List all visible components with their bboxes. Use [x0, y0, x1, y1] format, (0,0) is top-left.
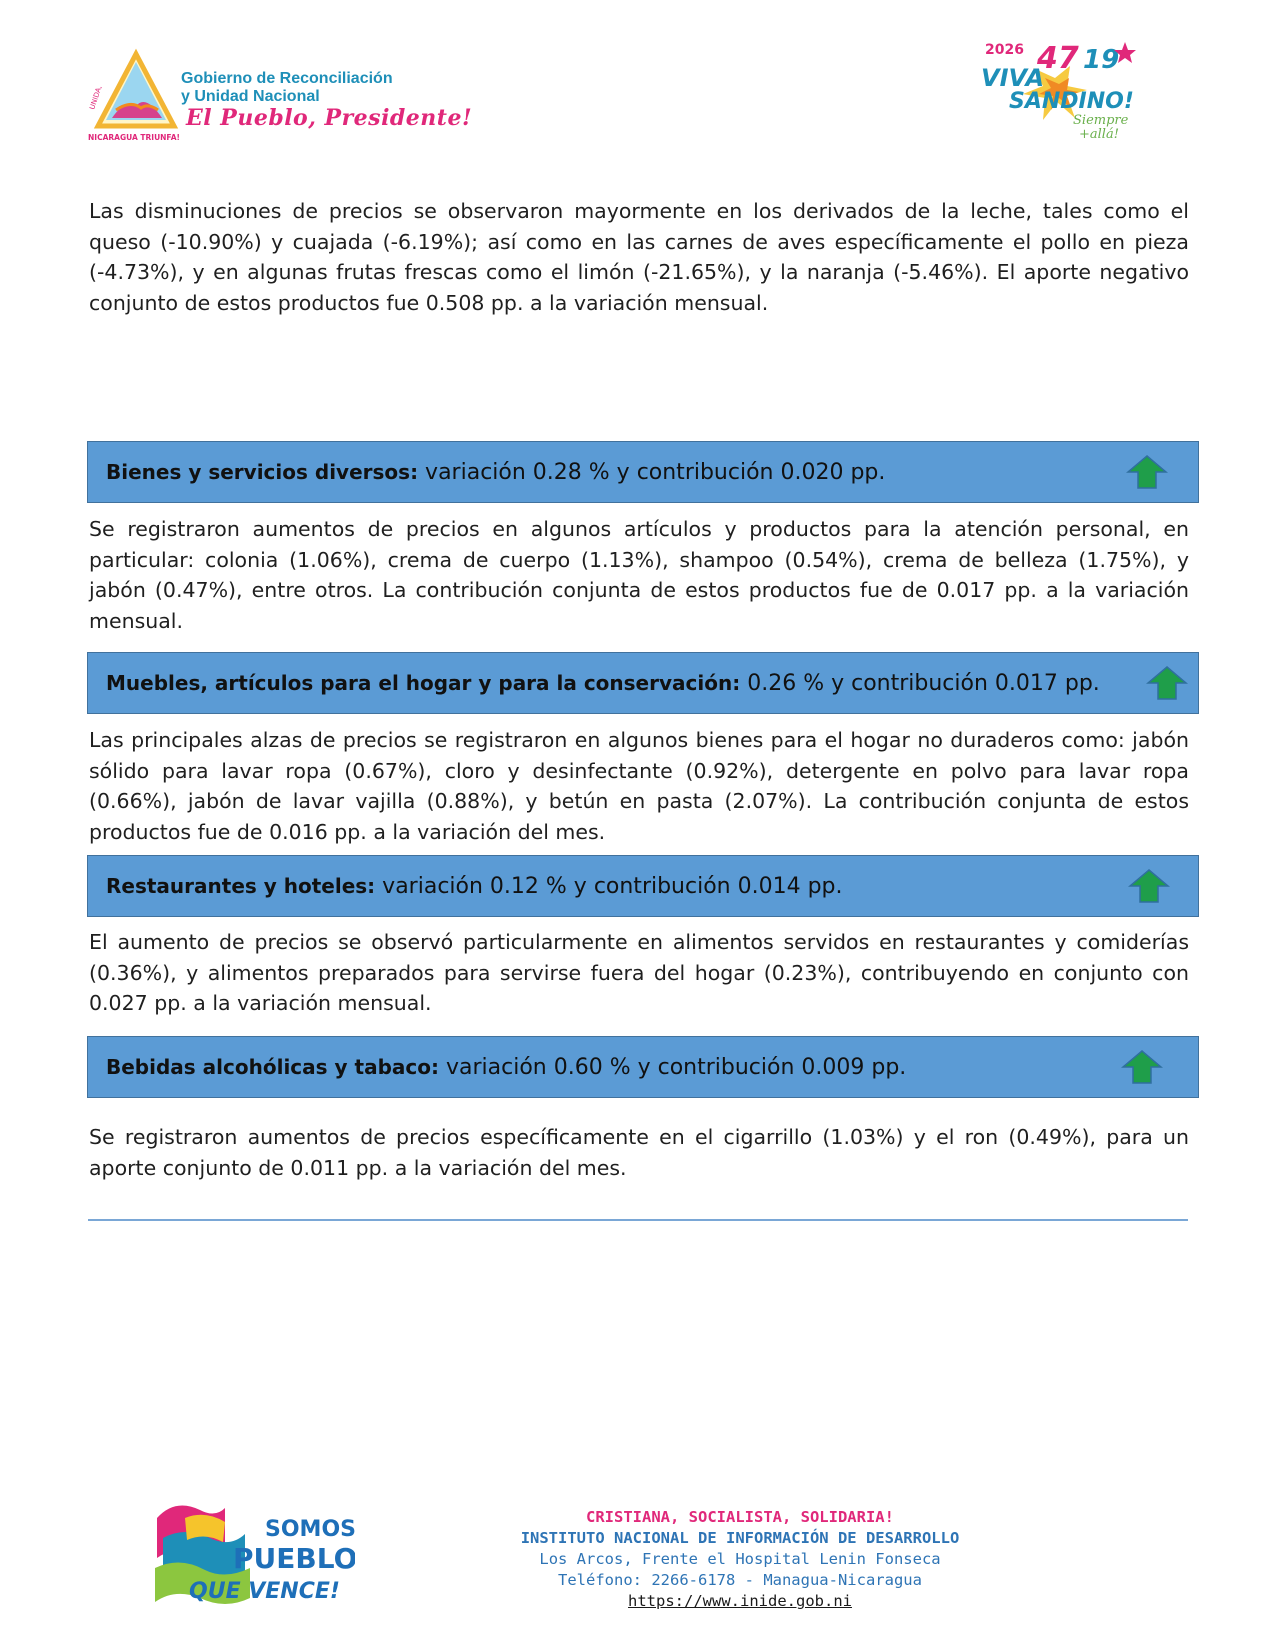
up-arrow-icon	[1146, 665, 1188, 701]
gov-slogan: El Pueblo, Presidente!	[186, 105, 473, 131]
campaign-logo-graphic	[975, 28, 1175, 143]
section-body-restaurantes-hoteles: El aumento de precios se observó particularmente en alimentos servidos en restaurantes y comiderías (0.36%), y alimentos preparados para servirse fuera del hogar (0.23%), contribuyendo en conjunto con 0.027 pp. a la variación mensual.	[89, 930, 1189, 1015]
section-title: Muebles, artículos para el hogar y para la conservación:	[106, 670, 741, 695]
svg-text:VIVA: VIVA	[981, 64, 1045, 92]
up-arrow-icon	[1121, 1049, 1163, 1085]
section-summary: variación 0.12 % y contribución 0.014 pp.	[375, 873, 843, 899]
section-title: Bebidas alcohólicas y tabaco:	[106, 1054, 439, 1079]
government-emblem-icon	[86, 48, 186, 148]
section-body-bebidas-tabaco: Se registraron aumentos de precios específicamente en el cigarrillo (1.03%) y el ron (0.49%), para un aporte conjunto de 0.011 pp. a la variación del mes.	[89, 1125, 1189, 1180]
section-bar-bebidas-tabaco	[87, 1036, 1199, 1098]
section-summary: 0.26 % y contribución 0.017 pp.	[740, 670, 1100, 696]
svg-text:QUE VENCE!: QUE VENCE!	[189, 1579, 340, 1604]
svg-text:2026: 2026	[985, 42, 1024, 58]
section-summary: variación 0.28 % y contribución 0.020 pp.	[418, 459, 886, 485]
svg-text:SOMOS: SOMOS	[265, 1517, 355, 1542]
footer-url-link[interactable]: https://www.inide.gob.ni	[628, 1592, 852, 1610]
section-summary: variación 0.60 % y contribución 0.009 pp.	[438, 1054, 907, 1080]
svg-text:+allá!: +allá!	[1079, 127, 1119, 142]
somos-pueblo-logo-graphic	[155, 1498, 355, 1608]
section-body-muebles-hogar: Las principales alzas de precios se registraron en algunos bienes para el hogar no duraderos como: jabón sólido para lavar ropa (0.67%), cloro y desinfectante (0.92%), detergente en polvo para lavar ropa (0.66%), jabón de lavar vajilla (0.88%), y betún en pasta (2.07%). La contribución conjunta de estos productos fue de 0.016 pp. a la variación del mes.	[89, 728, 1189, 844]
campaign-logo	[975, 28, 1175, 143]
government-logo	[86, 48, 486, 148]
section-bar-restaurantes-hoteles	[87, 855, 1199, 917]
svg-text:NICARAGUA TRIUNFA!: NICARAGUA TRIUNFA!	[88, 133, 180, 142]
section-body-bienes-servicios: Se registraron aumentos de precios en algunos artículos y productos para la atención personal, en particular: colonia (1.06%), crema de cuerpo (1.13%), shampoo (0.54%), crema de belleza (1.75%), y jabón (0.47%), entre otros. La contribución conjunta de estos productos fue de 0.017 pp. a la variación mensual.	[89, 517, 1189, 633]
svg-text:19: 19	[1083, 45, 1120, 75]
svg-text:UNIDA,: UNIDA,	[88, 84, 104, 111]
up-arrow-icon	[1126, 454, 1168, 490]
section-bar-muebles-hogar	[87, 652, 1199, 714]
footer-address: Los Arcos, Frente el Hospital Lenin Fonseca	[539, 1550, 941, 1568]
gov-name-line2: y Unidad Nacional	[181, 88, 320, 105]
gov-name-line1: Gobierno de Reconciliación	[181, 70, 393, 87]
svg-text:SANDINO!: SANDINO!	[1009, 89, 1134, 114]
footer-institute: INSTITUTO NACIONAL DE INFORMACIÓN DE DESARROLLO	[520, 1529, 960, 1547]
up-arrow-icon	[1128, 868, 1170, 904]
svg-text:Siempre: Siempre	[1073, 113, 1129, 128]
somos-pueblo-logo	[155, 1498, 355, 1608]
footer-motto: CRISTIANA, SOCIALISTA, SOLIDARIA!	[586, 1508, 894, 1526]
section-title: Restaurantes y hoteles:	[106, 873, 376, 898]
section-bar-bienes-servicios	[87, 441, 1199, 503]
svg-text:47: 47	[1037, 41, 1079, 76]
section-title: Bienes y servicios diversos:	[106, 459, 419, 484]
footer-info	[440, 1507, 1040, 1612]
footer-phone: Teléfono: 2266-6178 - Managua-Nicaragua	[558, 1571, 922, 1589]
section-divider	[88, 1219, 1188, 1221]
intro-paragraph: Las disminuciones de precios se observaron mayormente en los derivados de la leche, tales como el queso (-10.90%) y cuajada (-6.19%); así como en las carnes de aves específicamente el pollo en pieza (-4.73%), y en algunas frutas frescas como el limón (-21.65%), y la naranja (-5.46%). El aporte negativo conjunto de estos productos fue 0.508 pp. a la variación mensual.	[89, 199, 1189, 315]
svg-text:PUEBLO: PUEBLO	[233, 1542, 355, 1575]
